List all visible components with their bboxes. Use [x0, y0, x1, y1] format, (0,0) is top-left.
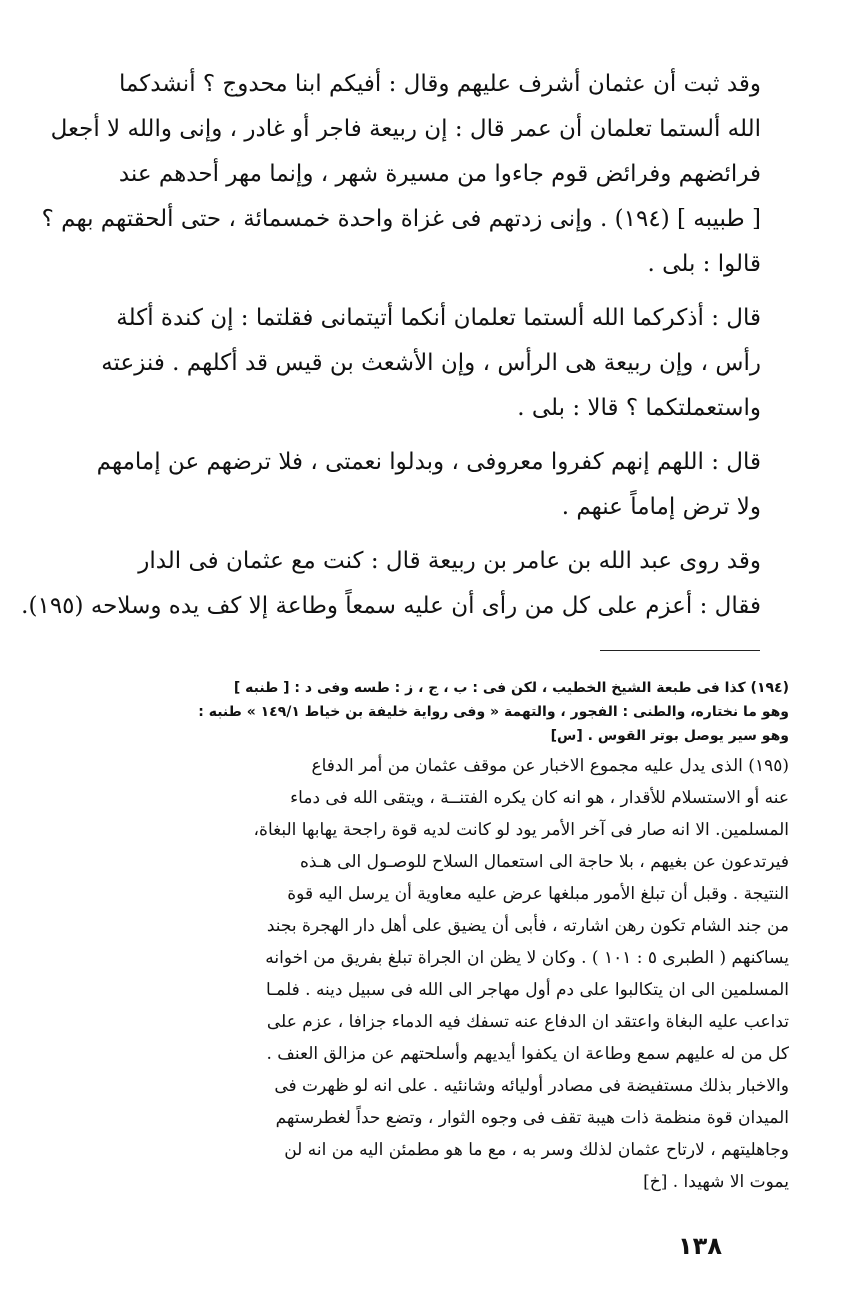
footnote-line: (١٩٤) كذا فى طبعة الشيخ الخطيب ، لكن فى : ب ، ج ، ز : طسه وفى د : [ طنبه ]	[233, 680, 789, 696]
footnote-line: والاخبار بذلك مستفيضة فى مصادر أوليائه وشانئيه . على انه لو ظهرت فى	[274, 1076, 789, 1096]
footnote-line: يساكنهم ( الطبرى ٥ : ١٠١ ) . وكان لا يظن ان الجراة تبلغ بفريق من اخوانه	[265, 948, 789, 968]
text-line: الله ألستما تعلمان أن عمر قال : إن ربيعة فاجر أو غادر ، وإنى والله لا أجعل	[50, 116, 761, 142]
text-line: فقال : أعزم على كل من رأى أن عليه سمعاً وطاعة إلا كف يده وسلاحه (١٩٥).	[21, 593, 761, 619]
footnote-separator	[600, 650, 760, 651]
text-line: قال : اللهم إنهم كفروا معروفى ، وبدلوا نعمتى ، فلا ترضهم عن إمامهم	[96, 449, 761, 475]
text-line: قال : أذكركما الله ألستما تعلمان أنكما أتيتمانى فقلتما : إن كندة أكلة	[116, 305, 761, 331]
footnotes	[62, 676, 789, 1198]
paragraph-1	[41, 62, 789, 287]
paragraph-2	[62, 296, 789, 431]
footnote-line: الميدان قوة منظمة ذات هيبة تقف فى وجوه الثوار ، وتضع حداً لغطرستهم	[275, 1108, 789, 1128]
footnote-194	[62, 676, 789, 748]
footnote-line: وجاهليتهم ، لارتاح عثمان لذلك وسر به ، مع ما هو مطمئن اليه من انه لن	[284, 1140, 789, 1160]
footnote-line: المسلمين الى ان يتكالبوا على دم أول مهاجر الى الله فى سبيل دينه . فلمـا	[265, 980, 789, 1000]
footnote-195	[62, 750, 789, 1198]
paragraph-4	[21, 539, 789, 629]
footnote-line: المسلمين. الا انه صار فى آخر الأمر يود لو كانت لديه قوة راجحة يهابها البغاة،	[253, 820, 789, 840]
footnote-line: تداعب عليه البغاة واعتقد ان الدفاع عنه تسفك فيه الدماء جزافا ، عزم على	[266, 1012, 789, 1032]
footnote-line: وهو ما نختاره، والطنى : الفجور ، والتهمة « وفى رواية خليفة بن خياط ١٤٩/١ » طنبه :	[198, 704, 789, 720]
page-number: ١٣٨	[678, 1232, 722, 1260]
text-line: وقد ثبت أن عثمان أشرف عليهم وقال : أفيكم ابنا محدوج ؟ أنشدكما	[118, 71, 761, 97]
footnote-line: من جند الشام تكون رهن اشارته ، فأبى أن يضيق على أهل دار الهجرة بجند	[266, 916, 789, 936]
main-text	[21, 62, 789, 638]
text-line: رأس ، وإن ربيعة هى الرأس ، وإن الأشعث بن قيس قد أكلهم . فنزعته	[101, 350, 761, 376]
text-line: قالوا : بلى .	[647, 251, 761, 277]
text-line: [ طبيبه ] (١٩٤) . وإنى زدتهم فى غزاة واحدة خمسمائة ، حتى ألحقتهم بهم ؟	[41, 206, 761, 232]
footnote-line: النتيجة . وقبل أن تبلغ الأمور مبلغها عرض عليه معاوية أن يرسل اليه قوة	[287, 884, 789, 904]
text-line: وقد روى عبد الله بن عامر بن ربيعة قال : كنت مع عثمان فى الدار	[138, 548, 761, 574]
footnote-line: يموت الا شهيدا . [خ]	[643, 1172, 789, 1192]
footnote-line: كل من له عليهم سمع وطاعة ان يكفوا أيديهم وأسلحتهم عن مزالق العنف .	[266, 1044, 789, 1064]
text-line: فرائضهم وفرائض قوم جاءوا من مسيرة شهر ، وإنما مهر أحدهم عند	[118, 161, 761, 187]
text-line: واستعملتكما ؟ قالا : بلى .	[517, 395, 761, 421]
footnote-line: (١٩٥) الذى يدل عليه مجموع الاخبار عن موقف عثمان من أمر الدفاع	[311, 756, 789, 776]
footnote-line: عنه أو الاستسلام للأقدار ، هو انه كان يكره الفتنــة ، ويتقى الله فى دماء	[290, 788, 789, 808]
paragraph-3	[62, 440, 789, 530]
text-line: ولا ترض إماماً عنهم .	[561, 494, 761, 520]
footnote-line: فيرتدعون عن بغيهم ، بلا حاجة الى استعمال السلاح للوصـول الى هـذه	[299, 852, 789, 872]
footnote-line: وهو سير يوصل بوتر القوس . [س]	[550, 728, 789, 744]
